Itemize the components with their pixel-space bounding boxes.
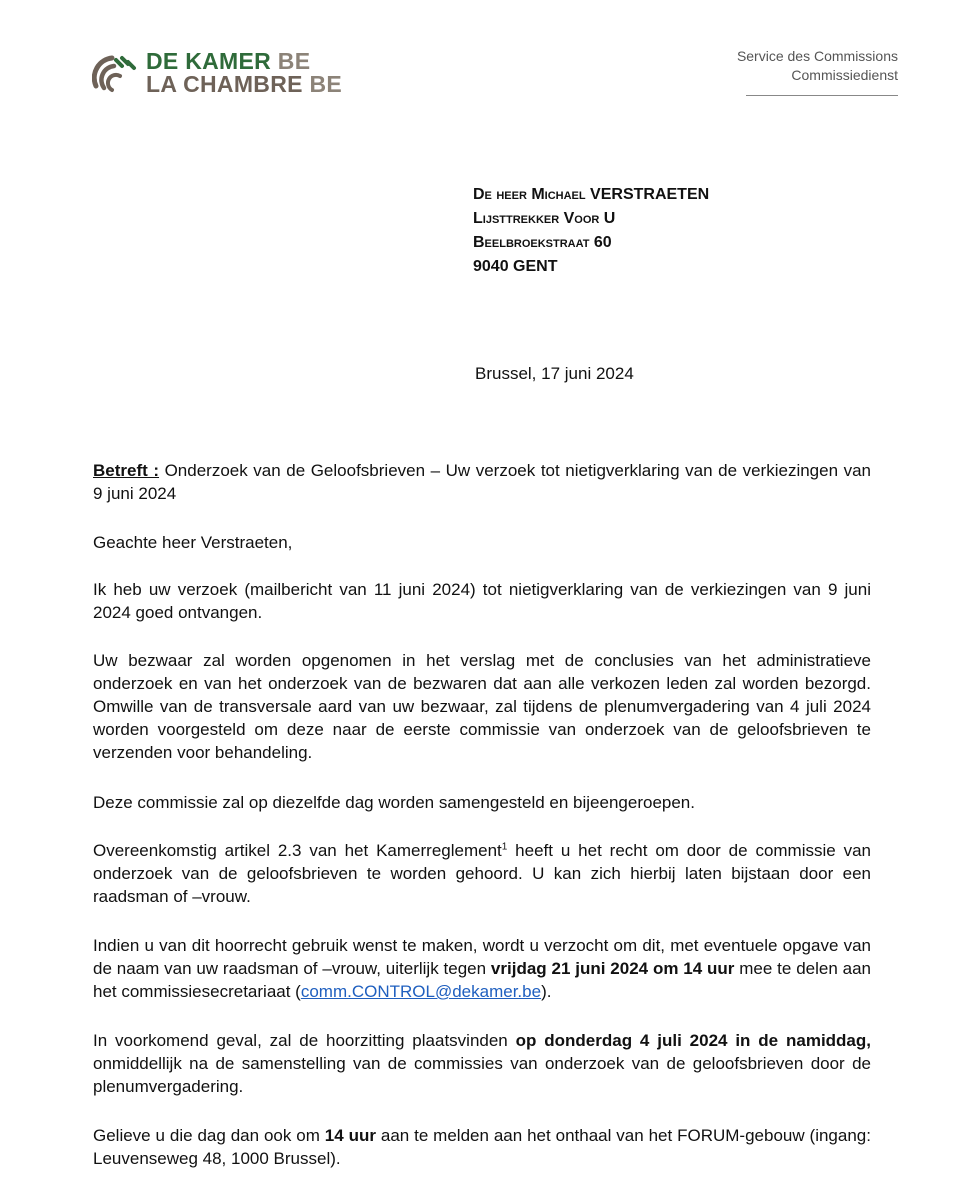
paragraph-4: Overeenkomstig artikel 2.3 van het Kamerreglement$^1$ heeft u het recht om door de commissie van onderzoek van de geloofsbrieven te worden gehoord. U kan zich hierbij laten bijstaan door een raadsman of –vrouw.	[93, 841, 871, 906]
chamber-emblem-icon	[92, 52, 142, 96]
recipient-street: Beelbroekstraat 60	[473, 234, 612, 251]
deadline: vrijdag 21 juni 2024 om 14 uur	[490, 959, 735, 978]
logo-line-dutch: DE KAMER BE	[146, 48, 311, 74]
hearing-date: op donderdag 4 juli 2024 in de namiddag,	[515, 1031, 871, 1050]
recipient-title: Lijsttrekker Voor U	[473, 210, 616, 227]
logo-line-french: LA CHAMBRE BE	[146, 71, 343, 97]
chamber-logo	[92, 50, 372, 100]
paragraph-1: Ik heb uw verzoek (mailbericht van 11 juni 2024) tot nietigverklaring van de verkiezingen van 9 juni 2024 goed ontvangen.	[93, 580, 871, 622]
paragraph-7: Gelieve u die dag dan ook om 14 uur aan te melden aan het onthaal van het FORUM-gebouw (ingang: Leuvenseweg 48, 1000 Brussel).	[93, 1126, 871, 1168]
secretariat-email-link[interactable]: comm.CONTROL@dekamer.be	[300, 982, 542, 1001]
salutation: Geachte heer Verstraeten,	[93, 533, 293, 552]
paragraph-5: Indien u van dit hoorrecht gebruik wenst te maken, wordt u verzocht om dit, met eventuele opgave van de naam van uw raadsman of –vrouw, uiterlijk tegen vrijdag 21 juni 2024 om 14 uur mee te delen aan het commissiesecretariaat (comm.CONTROL@dekamer.be).	[93, 936, 871, 1001]
arrival-time: 14 uur	[324, 1126, 376, 1145]
letter-date: Brussel, 17 juni 2024	[475, 364, 634, 383]
service-nl: Commissiedienst	[791, 67, 898, 83]
paragraph-3: Deze commissie zal op diezelfde dag worden samengesteld en bijeengeroepen.	[93, 793, 695, 812]
recipient-address	[473, 183, 709, 279]
service-fr: Service des Commissions	[736, 48, 898, 64]
recipient-city: 9040 GENT	[473, 258, 558, 275]
service-underline	[746, 89, 898, 96]
subject-label: Betreft :	[93, 461, 160, 480]
paragraph-6: In voorkomend geval, zal de hoorzitting plaatsvinden op donderdag 4 juli 2024 in de namiddag, onmiddellijk na de samenstelling van de commissies van onderzoek van de geloofsbrieven door de plenumvergadering.	[93, 1031, 871, 1096]
footnote-marker[interactable]: 1	[501, 841, 508, 853]
paragraph-2: Uw bezwaar zal worden opgenomen in het verslag met de conclusies van het administratieve onderzoek en van het onderzoek van de bezwaren dat aan alle verkozen leden zal worden bezorgd. Omwille van de transversale aard van uw bezwaar, zal tijdens de plenumvergadering van 4 juli 2024 worden voorgesteld om deze naar de eerste commissie van onderzoek van de geloofsbrieven te verzenden voor behandeling.	[93, 651, 871, 762]
recipient-name: De heer Michael VERSTRAETEN	[473, 186, 710, 203]
service-heading	[737, 47, 898, 96]
subject-text: Onderzoek van de Geloofsbrieven – Uw verzoek tot nietigverklaring van de verkiezingen van 9 juni 2024	[93, 461, 871, 503]
subject-line	[93, 459, 871, 505]
